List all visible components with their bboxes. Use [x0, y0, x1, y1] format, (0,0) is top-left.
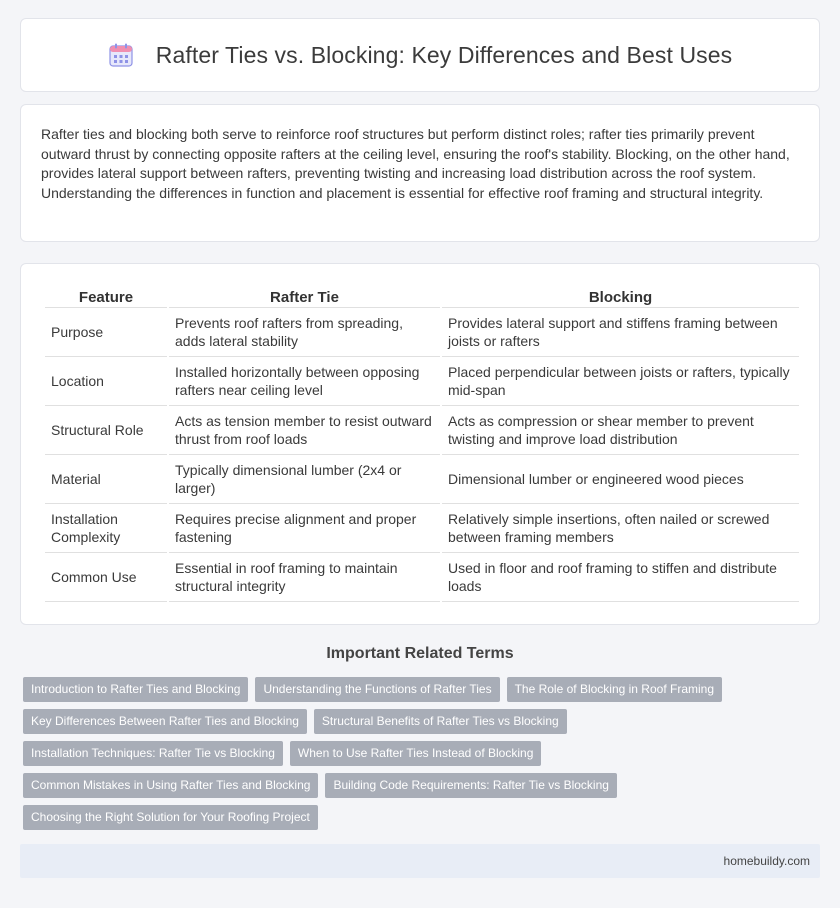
blocking-cell: Acts as compression or shear member to prevent twisting and improve load distribution: [442, 406, 799, 455]
blocking-cell: Provides lateral support and stiffens framing between joists or rafters: [442, 308, 799, 357]
rafter-tie-cell: Requires precise alignment and proper fastening: [169, 504, 440, 553]
blocking-cell: Placed perpendicular between joists or rafters, typically mid-span: [442, 357, 799, 406]
header-feature: Feature: [45, 286, 167, 308]
blocking-cell: Relatively simple insertions, often nailed or screwed between framing members: [442, 504, 799, 553]
feature-cell: Installation Complexity: [45, 504, 167, 553]
rafter-tie-cell: Installed horizontally between opposing rafters near ceiling level: [169, 357, 440, 406]
comparison-table-card: [20, 263, 820, 625]
footer-site-link[interactable]: homebuildy.com: [723, 854, 810, 868]
footer: [20, 844, 820, 878]
tag-row: [23, 677, 823, 702]
related-term-tag[interactable]: Understanding the Functions of Rafter Ties: [255, 677, 499, 702]
tag-row: [23, 709, 823, 734]
rafter-tie-cell: Acts as tension member to resist outward thrust from roof loads: [169, 406, 440, 455]
blocking-cell: Dimensional lumber or engineered wood pieces: [442, 455, 799, 504]
tag-row: [23, 805, 823, 830]
header-rafter-tie: Rafter Tie: [169, 286, 440, 308]
related-terms-title: Important Related Terms: [326, 645, 514, 662]
related-term-tag[interactable]: Common Mistakes in Using Rafter Ties and Blocking: [23, 773, 318, 798]
related-term-tag[interactable]: Structural Benefits of Rafter Ties vs Blocking: [314, 709, 567, 734]
related-terms-tags: [23, 677, 823, 837]
rafter-tie-cell: Prevents roof rafters from spreading, adds lateral stability: [169, 308, 440, 357]
blocking-cell: Used in floor and roof framing to stiffen and distribute loads: [442, 553, 799, 602]
table-row: [45, 308, 799, 357]
table-row: [45, 357, 799, 406]
intro-paragraph: Rafter ties and blocking both serve to reinforce roof structures but perform distinct roles; rafter ties primarily prevent outward thrust by connecting opposite rafters at the ceiling level, ensuring the roof's stability. Blocking, on the other hand, provides lateral support between rafters, preventing twisting and increasing load distribution across the roof system. Understanding the differences in function and placement is essential for effective roof framing and structural integrity.: [41, 126, 790, 201]
related-term-tag[interactable]: Key Differences Between Rafter Ties and Blocking: [23, 709, 307, 734]
related-term-tag[interactable]: Introduction to Rafter Ties and Blocking: [23, 677, 248, 702]
table-row: [45, 553, 799, 602]
header-card: [20, 18, 820, 92]
intro-card: [20, 104, 820, 242]
related-term-tag[interactable]: When to Use Rafter Ties Instead of Blocking: [290, 741, 541, 766]
related-term-tag[interactable]: Installation Techniques: Rafter Tie vs Blocking: [23, 741, 283, 766]
feature-cell: Purpose: [45, 308, 167, 357]
table-header-row: [45, 286, 799, 308]
feature-cell: Common Use: [45, 553, 167, 602]
feature-cell: Material: [45, 455, 167, 504]
related-term-tag[interactable]: The Role of Blocking in Roof Framing: [507, 677, 722, 702]
feature-cell: Location: [45, 357, 167, 406]
tag-row: [23, 773, 823, 798]
header-blocking: Blocking: [442, 286, 799, 308]
table-row: [45, 504, 799, 553]
comparison-table: [43, 286, 801, 602]
page-title: Rafter Ties vs. Blocking: Key Differences and Best Uses: [155, 41, 733, 68]
table-row: [45, 406, 799, 455]
related-term-tag[interactable]: Building Code Requirements: Rafter Tie vs Blocking: [325, 773, 616, 798]
rafter-tie-cell: Typically dimensional lumber (2x4 or larger): [169, 455, 440, 504]
rafter-tie-cell: Essential in roof framing to maintain structural integrity: [169, 553, 440, 602]
feature-cell: Structural Role: [45, 406, 167, 455]
tag-row: [23, 741, 823, 766]
table-row: [45, 455, 799, 504]
calendar-icon: [108, 42, 134, 68]
related-term-tag[interactable]: Choosing the Right Solution for Your Roofing Project: [23, 805, 318, 830]
